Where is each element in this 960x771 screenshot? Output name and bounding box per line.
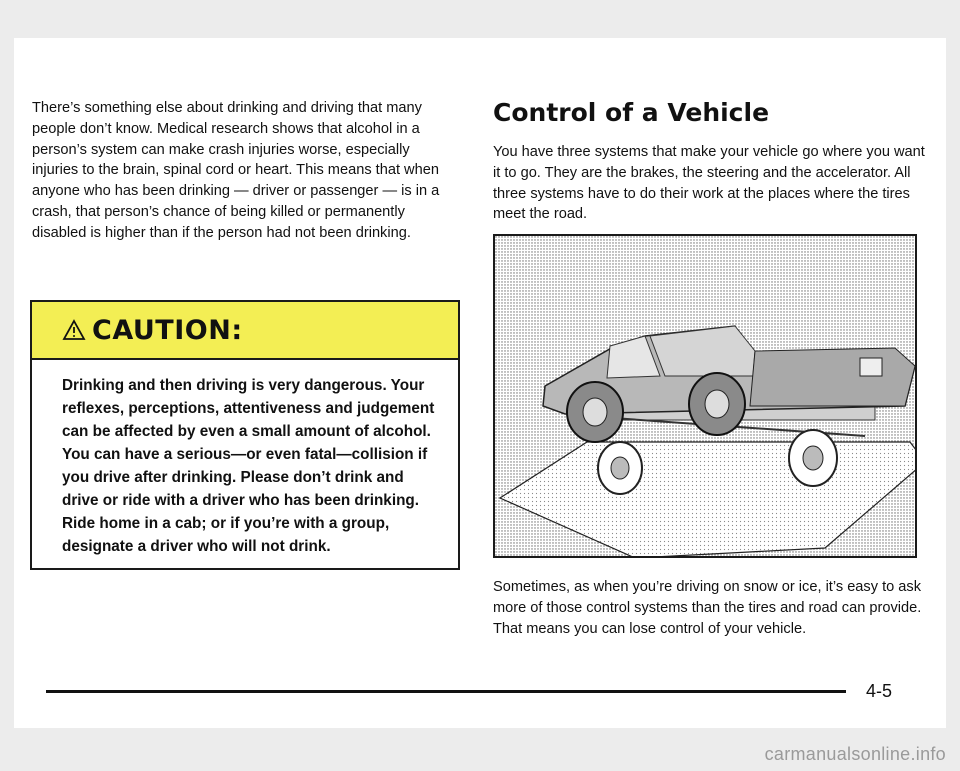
caution-text: Drinking and then driving is very dangerous. Your reflexes, perceptions, attentiveness and judgement can be affected by even a small amount of alcohol. You can have a serious—or even fatal—collision if you drive after drinking. Please don’t drink and drive or ride with a driver who has been drinking. Ride home in a cab; or if you’re with a group, designate a driver who will not drink.	[62, 377, 435, 555]
control-paragraph-2: Sometimes, as when you’re driving on snow or ice, it’s easy to ask more of those control systems than the tires and road can provide. That means you can lose control of your vehicle.	[493, 579, 922, 637]
watermark: carmanualsonline.info	[764, 744, 946, 764]
warning-triangle-icon	[62, 319, 86, 341]
caution-title: CAUTION:	[92, 314, 243, 346]
section-title: Control of a Vehicle	[493, 98, 770, 127]
truck-drawing	[495, 236, 915, 556]
control-paragraph-1: You have three systems that make your vehicle go where you want it to go. They are the brakes, the steering and the accelerator. All three systems have to do their work at the places where the tires meet the road.	[493, 144, 925, 223]
drinking-paragraph: There’s something else about drinking and driving that many people don’t know. Medical research shows that alcohol in a person’s system can make crash injuries worse, especially injuries to the brain, spinal cord or heart. This means that when anyone who has been drinking — driver or passenger — is in a crash, that person’s chance of being killed or permanently disabled is higher than if the person had not been drinking.	[32, 100, 440, 241]
footer-rule	[46, 690, 846, 693]
caution-header	[32, 302, 458, 360]
pickup-truck-illustration	[493, 234, 917, 558]
page-number: 4-5	[866, 681, 893, 701]
caution-box	[30, 300, 460, 570]
